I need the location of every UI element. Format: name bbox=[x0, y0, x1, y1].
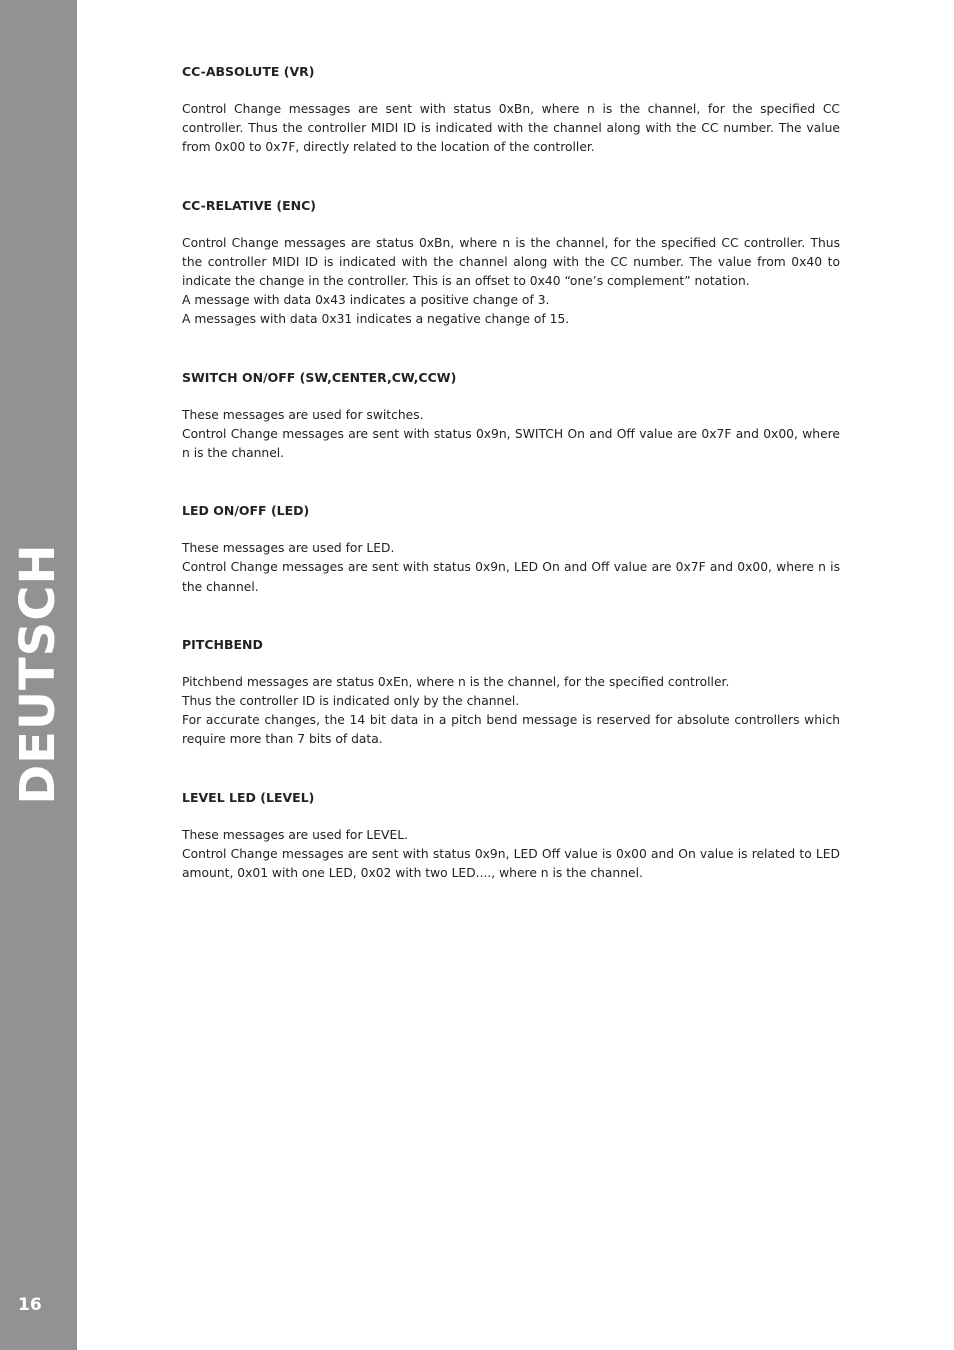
section-title: CC-RELATIVE (ENC) bbox=[182, 197, 316, 213]
section-body bbox=[182, 673, 840, 750]
section-led-on-off bbox=[182, 501, 840, 597]
paragraph: These messages are used for LEVEL. bbox=[182, 827, 408, 842]
paragraph: Control Change messages are sent with status 0x9n, LED Off value is 0x00 and On value is related to LED amount, 0x01 with one LED, 0x02 with two LED...., where n is the channel. bbox=[182, 846, 840, 881]
section-body bbox=[182, 539, 840, 597]
page-number: 16 bbox=[18, 1295, 42, 1315]
section-body bbox=[182, 406, 840, 464]
paragraph: A message with data 0x43 indicates a positive change of 3. bbox=[182, 293, 550, 308]
section-cc-absolute bbox=[182, 62, 840, 158]
section-body bbox=[182, 234, 840, 330]
section-body bbox=[182, 826, 840, 884]
paragraph: Thus the controller ID is indicated only by the channel. bbox=[182, 694, 520, 709]
paragraph: For accurate changes, the 14 bit data in a pitch bend message is reserved for absolute controllers which require more than 7 bits of data. bbox=[182, 713, 840, 747]
paragraph: These messages are used for LED. bbox=[182, 541, 395, 556]
section-title: SWITCH ON/OFF (SW,CENTER,CW,CCW) bbox=[182, 369, 457, 385]
section-level-led bbox=[182, 788, 840, 884]
paragraph: Control Change messages are sent with status 0xBn, where n is the channel, for the specified CC controller. Thus the controller MIDI ID is indicated with the channel along with the CC number. The value from 0x00 to 0x7F, directly related to the location of the controller. bbox=[182, 102, 840, 155]
section-switch-on-off bbox=[182, 368, 840, 464]
paragraph: Control Change messages are sent with status 0x9n, SWITCH On and Off value are 0x7F and 0x00, where n is the channel. bbox=[182, 426, 840, 461]
paragraph: Control Change messages are sent with status 0x9n, LED On and Off value are 0x7F and 0x00, where n is the channel. bbox=[182, 560, 840, 594]
section-title: LEVEL LED (LEVEL) bbox=[182, 789, 315, 805]
section-pitchbend bbox=[182, 635, 840, 750]
section-title: PITCHBEND bbox=[182, 636, 263, 652]
paragraph: Control Change messages are status 0xBn, where n is the channel, for the specified CC controller. Thus the controller MIDI ID is indicated with the channel along with the CC number. The value from 0x40 to indicate the change in the controller. This is an offset to 0x40 “one’s complement” notation. bbox=[182, 235, 840, 289]
section-cc-relative bbox=[182, 196, 840, 330]
section-title: LED ON/OFF (LED) bbox=[182, 503, 310, 519]
page-content bbox=[182, 62, 840, 921]
paragraph: Pitchbend messages are status 0xEn, where n is the channel, for the specified controller. bbox=[182, 674, 730, 689]
section-body bbox=[182, 100, 840, 158]
language-sidebar bbox=[0, 0, 77, 1350]
paragraph: A messages with data 0x31 indicates a negative change of 15. bbox=[182, 312, 570, 327]
language-label: DEUTSCH bbox=[10, 543, 66, 805]
paragraph: These messages are used for switches. bbox=[182, 407, 424, 422]
section-title: CC-ABSOLUTE (VR) bbox=[182, 64, 315, 79]
